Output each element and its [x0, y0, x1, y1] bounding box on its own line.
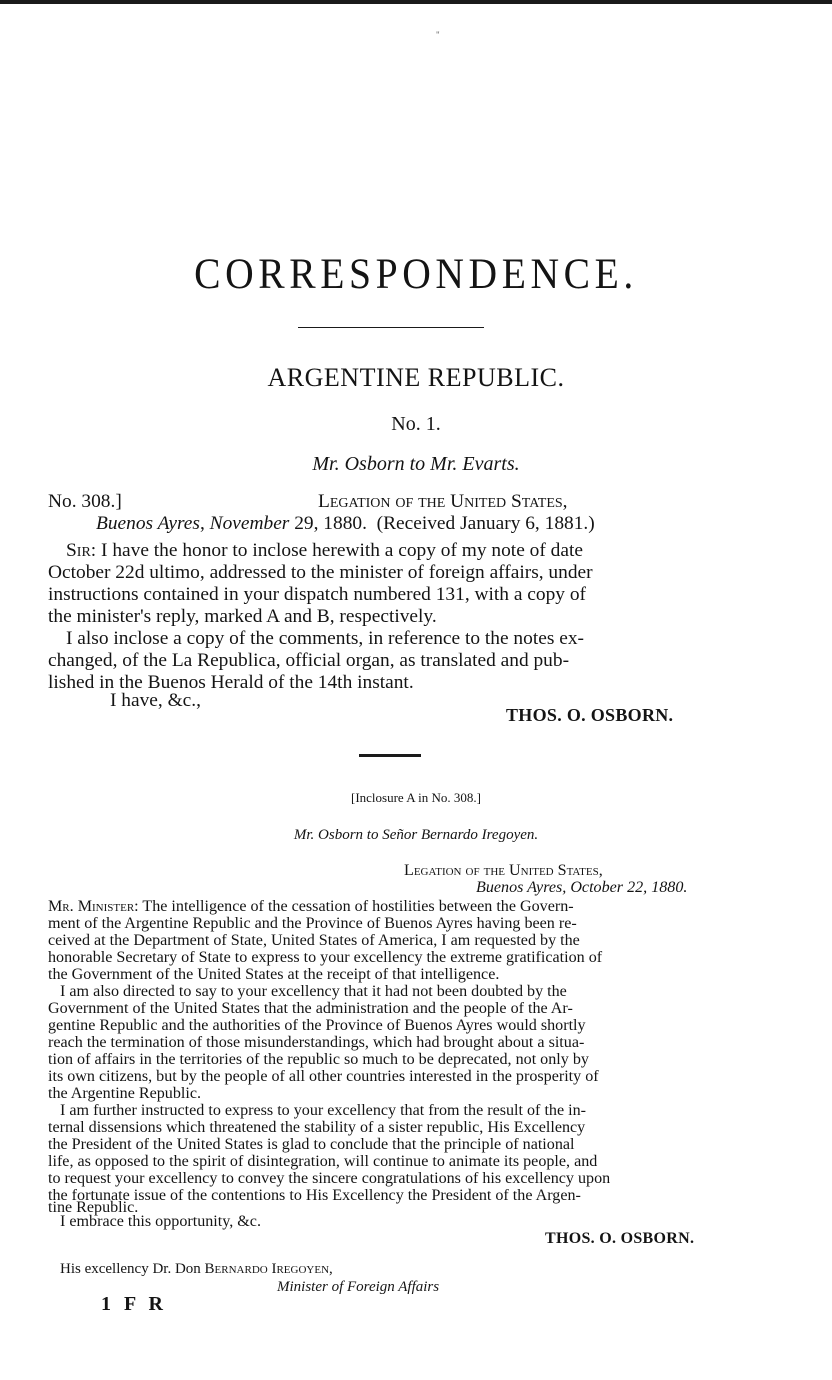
paragraph-line: to request your excellency to convey the sincere congratulations of his excellency upon	[48, 1170, 611, 1187]
paragraph-line: honorable Secretary of State to express to your excellency the extreme gratification of	[48, 949, 603, 966]
paragraph-line: the Argentine Republic.	[48, 1085, 202, 1102]
addressee-name: Bernardo Iregoyen,	[204, 1261, 333, 1277]
received-date: (Received January 6, 1881.)	[376, 513, 595, 534]
inclosure-legation-header: Legation of the United States,	[404, 862, 603, 879]
document-number: No. 1.	[391, 413, 441, 435]
inclosure-date: Buenos Ayres, October 22, 1880.	[476, 879, 688, 896]
paragraph-line: I also inclose a copy of the comments, in reference to the notes ex-	[66, 628, 584, 649]
paragraph-line: tine Republic.	[48, 1199, 139, 1216]
paragraph-line: Mr. Minister: The intelligence of the cessation of hostilities between the Govern-	[48, 898, 574, 915]
inclosure-label: [Inclosure A in No. 308.]	[351, 790, 481, 805]
inclosure-salutation: Mr. Minister	[48, 898, 135, 915]
paragraph-line: the minister's reply, marked A and B, respectively.	[48, 606, 437, 627]
paragraph-line: I am further instructed to express to your excellency that from the result of the in-	[60, 1102, 587, 1119]
paragraph-line: reach the termination of those misunderstandings, which had brought about a situa-	[48, 1034, 585, 1051]
dispatch-number: No. 308.]	[48, 491, 122, 512]
paragraph-line: life, as opposed to the spirit of disintegration, will continue to animate its people, and	[48, 1153, 598, 1170]
paragraph-line: Government of the United States that the administration and the people of the Ar-	[48, 1000, 573, 1017]
closing-line: I have, &c.,	[110, 690, 201, 711]
paragraph-line: gentine Republic and the authorities of the Province of Buenos Ayres would shortly	[48, 1017, 586, 1034]
top-border-rule	[0, 0, 832, 4]
paragraph-line: the fortunate issue of the contentions to His Excellency the President of the Argen-	[48, 1187, 581, 1204]
letter-heading: Mr. Osborn to Mr. Evarts.	[312, 453, 520, 475]
date-place: Buenos Ayres	[96, 513, 200, 534]
page-title: CORRESPONDENCE.	[194, 251, 638, 298]
paragraph-line: its own citizens, but by the people of all other countries interested in the prosperity of	[48, 1068, 599, 1085]
addressee-prefix: His excellency Dr. Don	[60, 1261, 201, 1277]
title-divider	[298, 327, 484, 328]
paragraph-line: instructions contained in your dispatch numbered 131, with a copy of	[48, 584, 586, 605]
addressee-line	[60, 1259, 333, 1279]
paragraph-line: tion of affairs in the territories of the republic so much to be deprecated, not only by	[48, 1051, 589, 1068]
signature: THOS. O. OSBORN.	[506, 705, 674, 725]
page-mark: "	[436, 30, 440, 40]
paragraph-line: changed, of the La Republica, official organ, as translated and pub-	[48, 650, 570, 671]
sheet-signature-mark: 1 F R	[101, 1293, 167, 1315]
inclosure-heading: Mr. Osborn to Señor Bernardo Iregoyen.	[293, 827, 539, 843]
paragraph-line: the President of the United States is glad to conclude that the principle of national	[48, 1136, 575, 1153]
section-title: ARGENTINE REPUBLIC.	[267, 363, 565, 392]
inclosure-signature: THOS. O. OSBORN.	[545, 1230, 695, 1247]
paragraph-line: October 22d ultimo, addressed to the minister of foreign affairs, under	[48, 562, 593, 583]
paragraph-line: ceived at the Department of State, United States of America, I am requested by the	[48, 932, 580, 949]
paragraph-line: lished in the Buenos Herald of the 14th instant.	[48, 672, 414, 693]
date-month: November	[209, 513, 290, 534]
date-rest: 29, 1880.	[294, 513, 367, 534]
paragraph-line: I am also directed to say to your excellency that it had not been doubted by the	[60, 983, 567, 1000]
addressee-title: Minister of Foreign Affairs	[277, 1279, 440, 1295]
paragraph-line: the Government of the United States at the receipt of that intelligence.	[48, 966, 500, 983]
closing-line: I embrace this opportunity, &c.	[60, 1213, 261, 1230]
paragraph-line: ternal dissensions which threatened the stability of a sister republic, His Excellency	[48, 1119, 586, 1136]
section-divider	[359, 754, 421, 757]
paragraph-line: Sir: I have the honor to inclose herewith a copy of my note of date	[66, 540, 583, 561]
salutation: Sir	[66, 540, 91, 561]
letter-date-line: Buenos Ayres, November 29, 1880. (Received January 6, 1881.)	[96, 513, 595, 534]
paragraph-line: ment of the Argentine Republic and the Province of Buenos Ayres having been re-	[48, 915, 577, 932]
legation-header: Legation of the United States,	[318, 491, 568, 512]
